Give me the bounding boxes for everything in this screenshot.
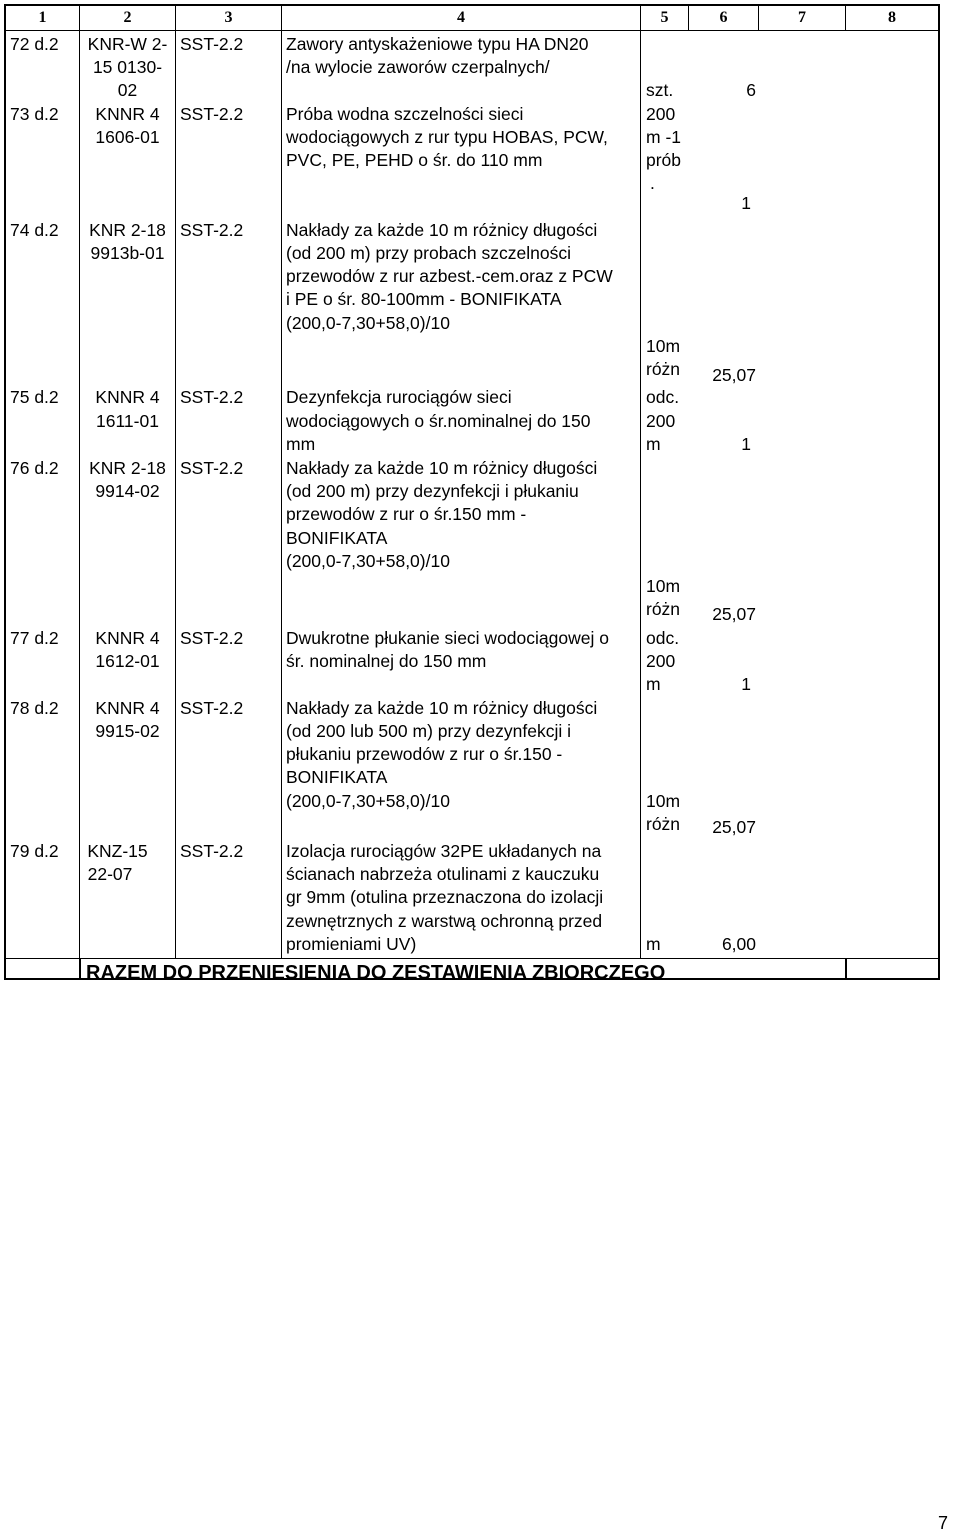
unit: 10m	[646, 336, 681, 356]
column-number: 5	[660, 9, 669, 26]
body-col-divider	[640, 30, 641, 958]
catalog-code: 15 0130-	[92, 57, 163, 77]
description: wodociągowych o śr.nominalnej do 150	[286, 411, 591, 431]
unit: 200	[646, 411, 676, 431]
description: przewodów z rur azbest.-cem.oraz z PCW	[286, 266, 613, 286]
quantity: 25,07	[712, 817, 756, 837]
row-number: 76 d.2	[10, 458, 59, 478]
description: śr. nominalnej do 150 mm	[286, 651, 487, 671]
unit: odc.	[646, 628, 680, 648]
row-number: 72 d.2	[10, 34, 59, 54]
row-number: 73 d.2	[10, 104, 59, 124]
unit: odc.	[646, 387, 680, 407]
description: (200,0-7,30+58,0)/10	[286, 791, 450, 811]
row-number: 75 d.2	[10, 387, 59, 407]
description: (od 200 lub 500 m) przy dezynfekcji i	[286, 721, 571, 741]
quantity: 1	[741, 193, 751, 213]
description: przewodów z rur o śr.150 mm -	[286, 504, 527, 524]
unit: szt.	[646, 80, 674, 100]
column-number: 3	[224, 9, 233, 26]
unit: różn	[646, 814, 681, 834]
catalog-code: KNNR 4	[95, 387, 160, 407]
catalog-code: 9914-02	[95, 481, 160, 501]
quantity: 6,00	[721, 934, 756, 954]
description: płukaniu przewodów z rur o śr.150 -	[286, 744, 563, 764]
unit: m	[646, 674, 661, 694]
description: Nakłady za każde 10 m różnicy długości	[286, 220, 598, 240]
unit: prób	[646, 150, 682, 170]
catalog-code: KNR 2-18	[89, 220, 166, 240]
description: Nakłady za każde 10 m różnicy długości	[286, 698, 598, 718]
quantity: 25,07	[712, 365, 756, 385]
quantity: 1	[741, 674, 751, 694]
unit: 10m	[646, 791, 681, 811]
description: BONIFIKATA	[286, 767, 388, 787]
spec-code: SST-2.2	[180, 34, 244, 54]
description: mm	[286, 434, 316, 454]
row-number: 79 d.2	[10, 841, 59, 861]
quantity: 6	[746, 80, 756, 100]
description: i PE o śr. 80-100mm - BONIFIKATA	[286, 289, 562, 309]
description: Zawory antyskażeniowe typu HA DN20	[286, 34, 589, 54]
catalog-code: 1612-01	[95, 651, 160, 671]
header-divider	[6, 30, 938, 31]
body-col-divider	[175, 30, 176, 958]
column-number: 2	[123, 9, 132, 26]
catalog-code: KNNR 4	[95, 698, 160, 718]
description: promieniami UV)	[286, 934, 417, 954]
row-number: 77 d.2	[10, 628, 59, 648]
description: Próba wodna szczelności sieci	[286, 104, 524, 124]
spec-code: SST-2.2	[180, 104, 244, 124]
catalog-code: 9913b-01	[90, 243, 165, 263]
description: Nakłady za każde 10 m różnicy długości	[286, 458, 598, 478]
spec-code: SST-2.2	[180, 698, 244, 718]
unit: 10m	[646, 576, 681, 596]
description: Dezynfekcja rurociągów sieci	[286, 387, 512, 407]
spec-code: SST-2.2	[180, 841, 244, 861]
catalog-code: 1611-01	[96, 411, 159, 431]
catalog-code: KNNR 4	[95, 104, 160, 124]
spec-code: SST-2.2	[180, 387, 244, 407]
unit: m	[646, 934, 661, 954]
catalog-code: 02	[117, 80, 138, 100]
description: (od 200 m) przy dezynfekcji i płukaniu	[286, 481, 579, 501]
description: ścianach nabrzeża otulinami z kauczuku	[286, 864, 600, 884]
catalog-code: KNZ-15	[87, 841, 148, 861]
footer-col-divider	[845, 958, 847, 978]
spec-code: SST-2.2	[180, 220, 244, 240]
description: (200,0-7,30+58,0)/10	[286, 313, 450, 333]
quantity: 1	[741, 434, 751, 454]
unit: m	[646, 434, 661, 454]
row-number: 78 d.2	[10, 698, 59, 718]
description: wodociągowych z rur typu HOBAS, PCW,	[286, 127, 608, 147]
quantity: 25,07	[712, 604, 756, 624]
unit: m -1	[646, 127, 681, 147]
unit: .	[650, 173, 655, 193]
catalog-code: 1606-01	[95, 127, 160, 147]
unit: 200	[646, 651, 676, 671]
unit: różn	[646, 359, 681, 379]
spec-code: SST-2.2	[180, 628, 244, 648]
description: /na wylocie zaworów czerpalnych/	[286, 57, 550, 77]
description: (200,0-7,30+58,0)/10	[286, 551, 450, 571]
unit: różn	[646, 599, 681, 619]
description: Dwukrotne płukanie sieci wodociągowej o	[286, 628, 609, 648]
column-number: 4	[457, 9, 465, 26]
column-number: 1	[38, 9, 47, 26]
catalog-code: KNR 2-18	[89, 458, 166, 478]
unit: 200	[646, 104, 676, 124]
description: zewnętrznych z warstwą ochronną przed	[286, 911, 603, 931]
catalog-code: KNNR 4	[95, 628, 160, 648]
description: Izolacja rurociągów 32PE układanych na	[286, 841, 602, 861]
catalog-code: 22-07	[87, 864, 133, 884]
footer-divider	[6, 958, 938, 959]
catalog-code: 9915-02	[95, 721, 160, 741]
description: gr 9mm (otulina przeznaczona do izolacji	[286, 887, 604, 907]
footer-col-divider	[79, 958, 81, 978]
page-number: 7	[938, 1513, 949, 1533]
column-number: 8	[888, 9, 896, 26]
column-number: 6	[719, 9, 728, 26]
description: (od 200 m) przy probach szczelności	[286, 243, 571, 263]
catalog-code: KNR-W 2-	[87, 34, 168, 54]
description: BONIFIKATA	[286, 528, 388, 548]
row-number: 74 d.2	[10, 220, 59, 240]
spec-code: SST-2.2	[180, 458, 244, 478]
carry-over-total-label: RAZEM DO PRZENIESIENIA DO ZESTAWIENIA ZBIORCZEGO	[86, 962, 666, 978]
column-number: 7	[798, 9, 806, 26]
body-col-divider	[281, 30, 282, 958]
description: PVC, PE, PEHD o śr. do 110 mm	[286, 150, 543, 170]
